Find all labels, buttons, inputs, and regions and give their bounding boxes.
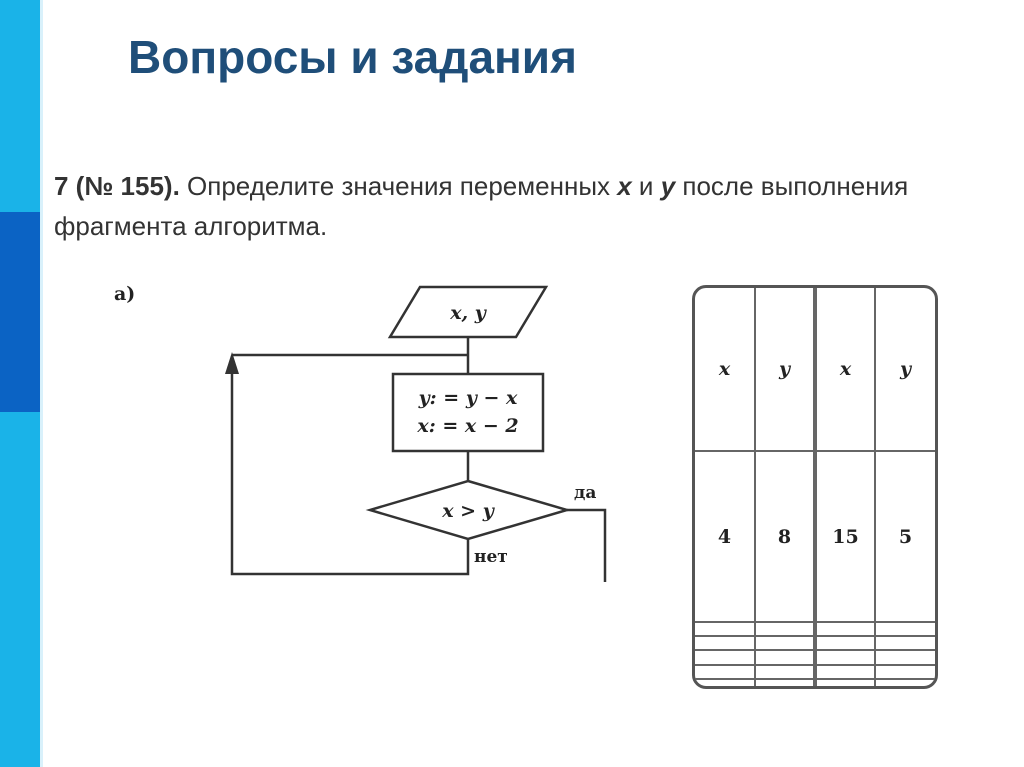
- task-number: 7 (№ 155).: [54, 171, 180, 201]
- table-cell: [875, 679, 935, 686]
- task-text-part-1: Определите значения переменных: [179, 171, 618, 201]
- table-row: [695, 650, 935, 664]
- decision-text: x > y: [442, 500, 494, 522]
- task-var-y: y: [660, 171, 676, 201]
- table-cell: [695, 636, 755, 650]
- task-var-x: x: [617, 171, 632, 201]
- process-block: [393, 374, 543, 451]
- table-cell: [815, 665, 875, 679]
- table-cell: [755, 622, 815, 636]
- table-cell: [875, 636, 935, 650]
- table-cell: [695, 665, 755, 679]
- table-row: [695, 622, 935, 636]
- table-row: [695, 451, 935, 622]
- table-cell: [695, 622, 755, 636]
- table-cell: [755, 679, 815, 686]
- table-cell: [755, 650, 815, 664]
- no-label: нет: [474, 547, 508, 567]
- table-header-cell: x: [695, 288, 755, 451]
- trace-table: [692, 285, 938, 689]
- table-header-cell: y: [875, 288, 935, 451]
- table-cell: [695, 679, 755, 686]
- table-cell: [815, 679, 875, 686]
- table-cell: 4: [695, 451, 755, 622]
- table-cell: [875, 622, 935, 636]
- table-header-row: [695, 288, 935, 451]
- table-cell: [695, 650, 755, 664]
- table-header-cell: y: [755, 288, 815, 451]
- table-cell: [815, 636, 875, 650]
- table-row: [695, 636, 935, 650]
- task-text-part-2: и: [631, 171, 661, 201]
- table-header-cell: x: [815, 288, 875, 451]
- diagram-label: а): [114, 283, 136, 305]
- table-cell: [755, 636, 815, 650]
- yes-branch: [567, 510, 605, 582]
- process-line-2: x: = x − 2: [417, 415, 519, 437]
- table-cell: 8: [755, 451, 815, 622]
- input-block-text: x, y: [450, 302, 486, 324]
- table-cell: [875, 650, 935, 664]
- table-cell: [755, 665, 815, 679]
- table-row: [695, 665, 935, 679]
- yes-label: да: [574, 483, 597, 503]
- table-cell: [815, 622, 875, 636]
- process-line-1: y: = y − x: [418, 387, 518, 409]
- task-text-part-3: после выполнения фрагмента алгоритма.: [54, 171, 909, 241]
- table-cell: 5: [875, 451, 935, 622]
- table-cell: 15: [815, 451, 875, 622]
- slide-title: Вопросы и задания: [128, 31, 577, 83]
- table-cell: [815, 650, 875, 664]
- table-row: [695, 679, 935, 686]
- table-cell: [875, 665, 935, 679]
